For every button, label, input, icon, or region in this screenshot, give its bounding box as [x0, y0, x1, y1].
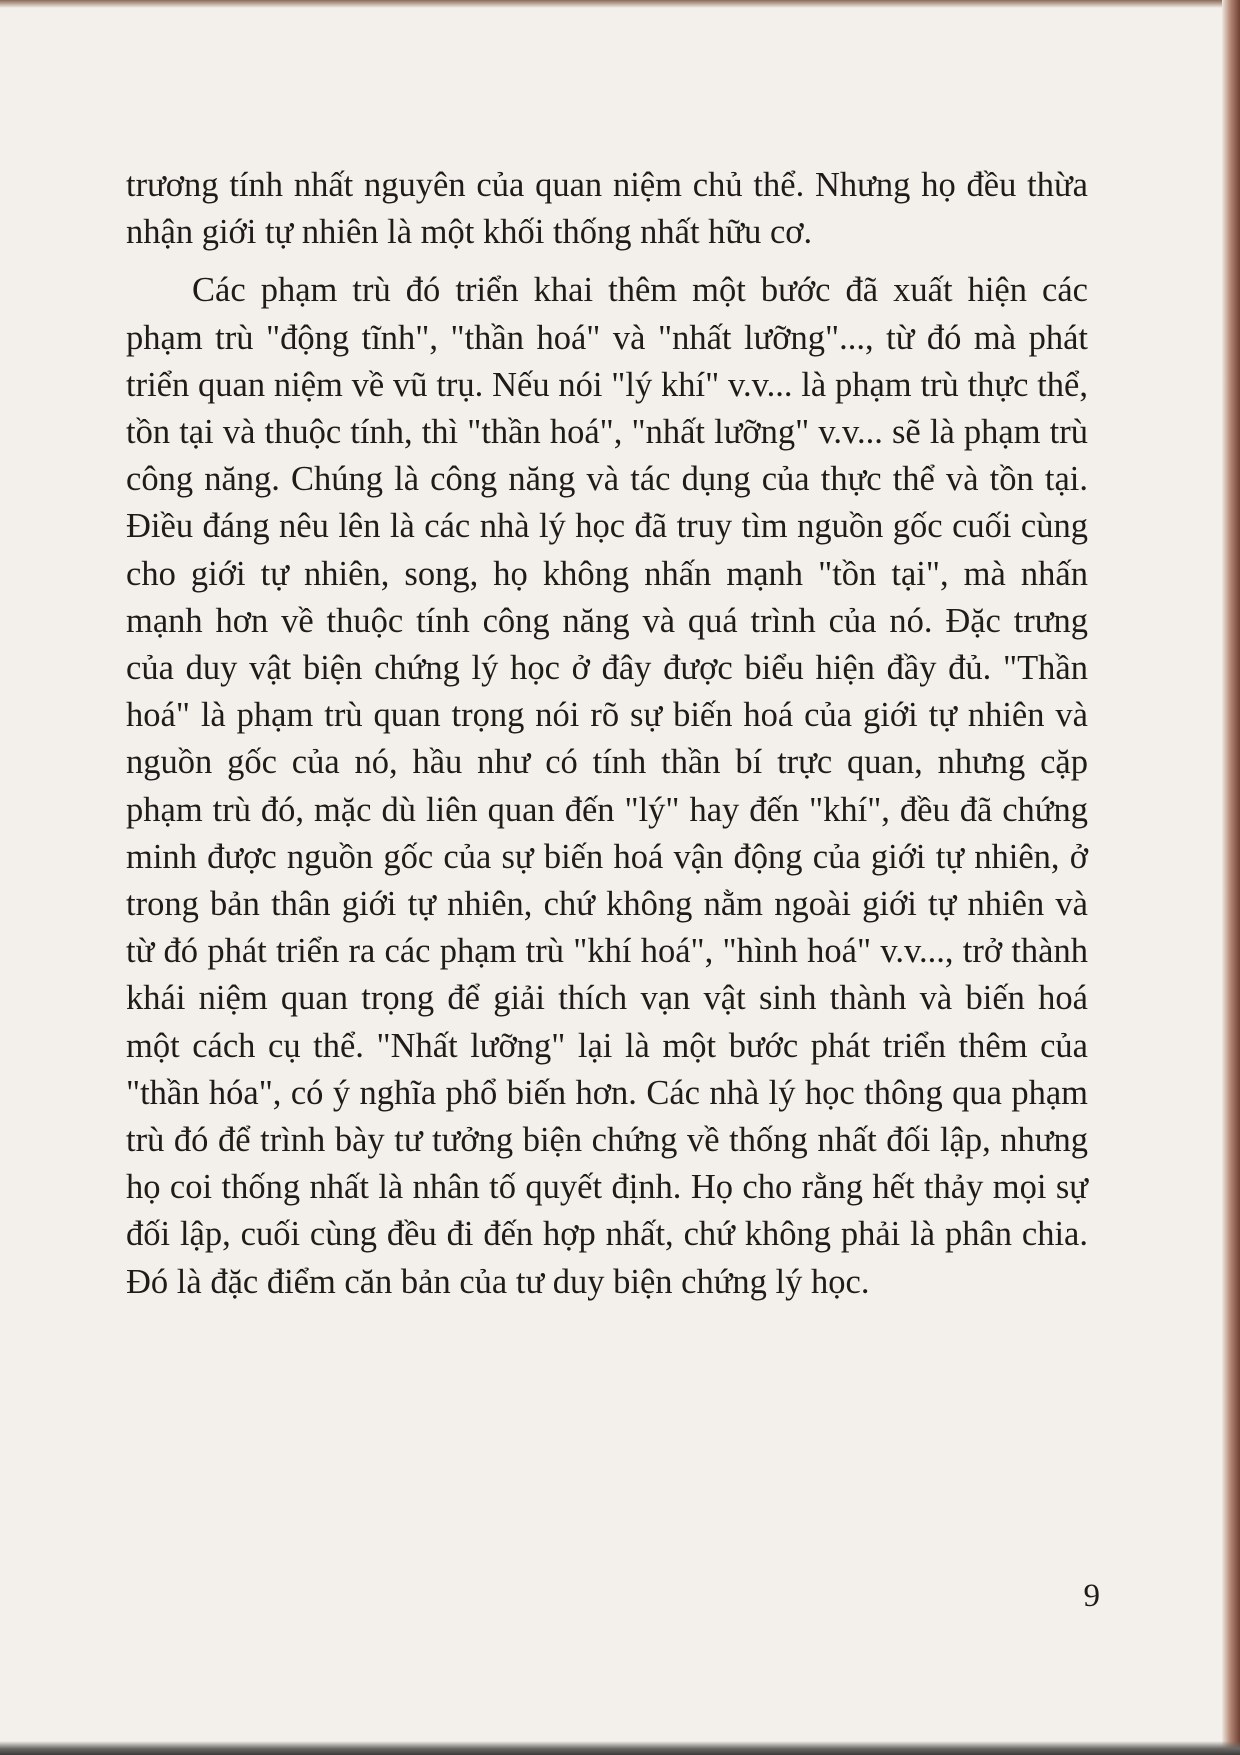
scan-right-edge — [1222, 0, 1240, 1755]
page-number: 9 — [1083, 1578, 1100, 1614]
scan-bottom-edge — [0, 1741, 1240, 1755]
paragraph-continuation: trương tính nhất nguyên của quan niệm chủ thể. Nhưng họ đều thừa nhận giới tự nhiên là một khối thống nhất hữu cơ. — [126, 166, 1088, 252]
scan-top-edge — [0, 0, 1240, 8]
paragraph-main: Các phạm trù đó triển khai thêm một bước đã xuất hiện các phạm trù "động tĩnh", "thần hoá" và "nhất lưỡng"..., từ đó mà phát triển quan niệm về vũ trụ. Nếu nói "lý khí" v.v... là phạm trù thực thể, tồn tại và thuộc tính, thì "thần hoá", "nhất lưỡng" v.v... sẽ là phạm trù công năng. Chúng là công năng và tác dụng của thực thể và tồn tại. Điều đáng nêu lên là các nhà lý học đã truy tìm nguồn gốc cuối cùng cho giới tự nhiên, song, họ không nhấn mạnh "tồn tại", mà nhấn mạnh hơn về thuộc tính công năng và quá trình của nó. Đặc trưng của duy vật biện chứng lý học ở đây được biểu hiện đầy đủ. "Thần hoá" là phạm trù quan trọng nói rõ sự biến hoá của giới tự nhiên và nguồn gốc của nó, hầu như có tính thần bí trực quan, nhưng cặp phạm trù đó, mặc dù liên quan đến "lý" hay đến "khí", đều đã chứng minh được nguồn gốc của sự biến hoá vận động của giới tự nhiên, ở trong bản thân giới tự nhiên, chứ không nằm ngoài giới tự nhiên và từ đó phát triển ra các phạm trù "khí hoá", "hình hoá" v.v..., trở thành khái niệm quan trọng để giải thích vạn vật sinh thành và biến hoá một cách cụ thể. "Nhất lưỡng" lại là một bước phát triển thêm của "thần hóa", có ý nghĩa phổ biến hơn. Các nhà lý học thông qua phạm trù đó để trình bày tư tưởng biện chứng về thống nhất đối lập, nhưng họ coi thống nhất là nhân tố quyết định. Họ cho rằng hết thảy mọi sự đối lập, cuối cùng đều đi đến hợp nhất, chứ không phải là phân chia. Đó là đặc điểm căn bản của tư duy biện chứng lý học. — [126, 271, 1088, 1301]
body-text — [126, 162, 1088, 1317]
